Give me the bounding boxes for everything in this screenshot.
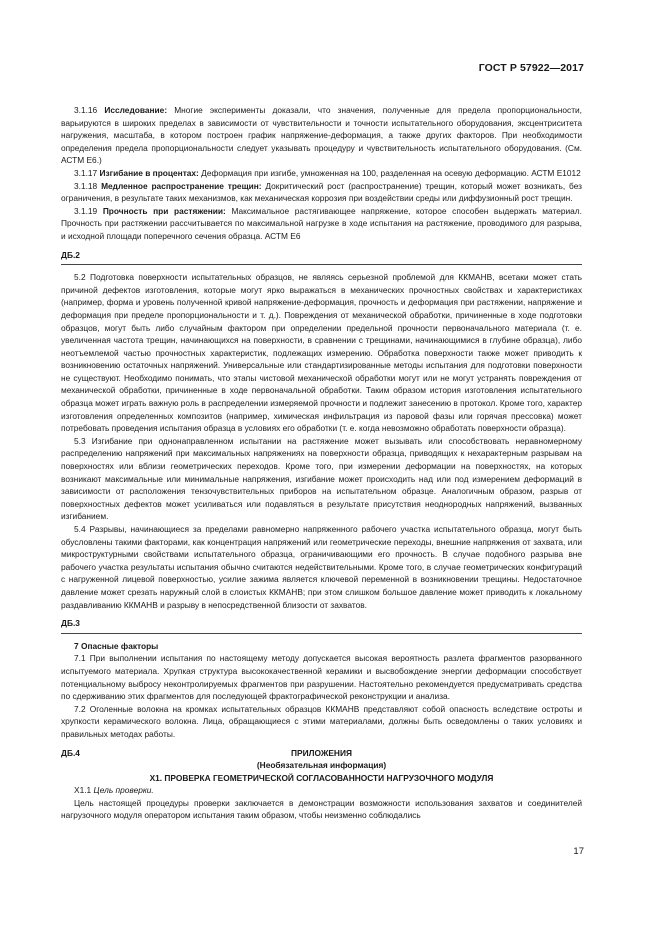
clause-number: 3.1.17 xyxy=(74,167,98,178)
clause-3-1-18 xyxy=(61,180,582,205)
clause-number: X1.1 xyxy=(74,785,92,796)
clause-x1-1-heading xyxy=(61,784,582,797)
clause-number: 3.1.19 xyxy=(74,205,98,216)
clause-3-1-16 xyxy=(61,104,582,167)
definition: Максимальное растягивающее напряжение, которое способен выдержать материал. Прочность при растяжении рассчитывается по максимальной нагрузке в ходе испытания на растяжение, проводимого для разрыва, и исходной площади поперечного сечения образца. АСТМ Е6 xyxy=(61,205,582,241)
term: Медленное распространение трещин: xyxy=(101,180,262,191)
definition: Докритический рост (распространение) трещин, который может возникать, без ограничения, в результате таких механизмов, как механическая коррозия при воздействии среды или диффузионный рост трещин. xyxy=(61,180,583,204)
clause-3-1-17 xyxy=(61,167,582,180)
clause-3-1-19 xyxy=(61,205,582,243)
heading-hazards: 7 Опасные факторы xyxy=(74,640,159,651)
term: Прочность при растяжении: xyxy=(102,205,226,216)
clause-title: Цель проверки. xyxy=(93,785,154,796)
clause-7-2: 7.2 Оголенные волокна на кромках испытательных образцов ККМАНВ представляют собой опасность вследствие остроты и хрупкости керамического волокна. Лица, обращающиеся с этими материалами, должны быть осведомлены о таких условиях и правильных методах работы. xyxy=(61,703,582,739)
clause-number: 3.1.18 xyxy=(74,180,98,191)
clause-5-3: 5.3 Изгибание при однонаправленном испытании на растяжение может вызывать или способствовать неравномерному распределению напряжений при максимальных напряжениях на поверхности образца, приводящих к нехарактерным разрывам на поверхностях или вблизи геометрических переходов. Кроме того, при измерении деформации на поверхностях, на которых возникают максимальные или минимальные напряжения, изгибание может происходить над или под измерением деформаций в зависимости от расположения тензочувствительных приборов на испытательном образце. Аналогичным образом, разрыв от поверхностных дефектов может усиливаться или подавляться в результате присутствия неоднородных напряжений, вызванных изгибанием. xyxy=(61,435,582,522)
appendix-row xyxy=(61,747,582,760)
clause-number: 3.1.16 xyxy=(74,105,98,115)
appendix-subtitle: (Необязательная информация) xyxy=(256,760,387,771)
appendix-x1-title: X1. ПРОВЕРКА ГЕОМЕТРИЧЕСКОЙ СОГЛАСОВАННОСТИ НАГРУЗОЧНОГО МОДУЛЯ xyxy=(149,772,494,783)
clause-5-2: 5.2 Подготовка поверхности испытательных образцов, не являясь серьезной проблемой для ККМАНВ, всетаки может стать причиной дефектов изготовления, которые могут ярко выражаться в механических прочностных свойствах и характеристиках (например, форма и уровень полученной кривой напряжение-деформация, прочность и деформация при растяжении, напряжение и деформация при пределе пропорциональности и т. д.). Повреждения от механической обработки, причиненные в ходе подготовки образцов, могут быть либо случайным фактором при определении предельной прочности первоначального материала (т. е. увеличенная частота трещин, начинающихся на поверхности, в сравнении с трещинами, начинающимися в глубине образца), либо неотъемлемой частью прочностных характеристик, подлежащих измерению. Обработка поверхности также может приводить к возникновению остаточных напряжений. Универсальные или стандартизированные методы испытания для подготовки поверхности не существуют. Необходимо понимать, что этапы чистовой механической обработки могут или не могут устранять повреждения от механической обработки, причиненные в ходе первоначальной обработки. Таким образом история изготовления испытательного образца может играть важную роль в распределении измеряемой прочности и подлежит занесению в протокол. Кроме того, характер изготовления определенных композитов (например, химическая инфильтрация из паровой фазы или горячая прессовка) может потребовать проведения испытания образца в условиях его обработки (т. е. когда невозможно обработать поверхности образца). xyxy=(61,272,582,434)
term: Исследование: xyxy=(104,105,168,115)
section-label-db4: ДБ.4 xyxy=(61,747,80,758)
page-number: 17 xyxy=(573,846,584,857)
clause-5-4: 5.4 Разрывы, начинающиеся за пределами равномерно напряженного рабочего участка испытательного образца, могут быть обусловлены такими факторами, как концентрация напряжений или геометрические переходы, внешние напряжения от захвата, или микроструктурными свойствами испытательного образца, ограничивающими его прочность. В случае подобного разрыва вне рабочего участка результаты испытания обычно считаются недействительными. Кроме того, в случае геометрических конфигураций с нагруженной лицевой поверхностью, усилие зажима является ключевой переменной в возникновении трещины. Недостаточное давление может срезать наружный слой в слоистых ККМАНВ; при этом слишком большое давление может приводить к локальному раздавливанию ККМАНВ и разрыву в непосредственной близости от захватов. xyxy=(61,524,582,610)
appendix-title: ПРИЛОЖЕНИЯ xyxy=(291,747,352,758)
section-label-db2: ДБ.2 xyxy=(61,249,582,266)
definition: Деформация при изгибе, умноженная на 100, разделенная на осевую деформацию. АСТМ Е1012 xyxy=(201,167,581,178)
document-body xyxy=(61,104,582,822)
section-label-db3: ДБ.3 xyxy=(61,617,582,634)
clause-7-1: 7.1 При выполнении испытания по настоящему методу допускается высокая вероятность разлета фрагментов разорванного испытуемого материала. Хрупкая структура высококачественной керамики и высвобождение энергии деформации способствует потенциальному выбросу неконтролируемых фрагментов при разрушении. Настоятельно рекомендуется предусматривать средства по сдерживанию этих фрагментов для последующей фрактографической реконструкции и анализа. xyxy=(61,653,582,702)
clause-x1-1-text: Цель настоящей процедуры проверки заключается в демонстрации возможности использования захватов и соединителей нагрузочного модуля оператором испытания таким образом, чтобы неизменно соблюдались xyxy=(61,797,582,821)
document-id-header: ГОСТ Р 57922—2017 xyxy=(478,62,584,74)
definition: Многие эксперименты доказали, что значения, полученные для предела пропорциональности, варьируются в широких пределах в зависимости от чувствительности и точности испытательного оборудования, эксцентриситета нагружения, масштаба, в котором построен график напряжение-деформация, а также других факторов. При необходимости определения предела пропорциональности следует указывать процедуру и чувствительность испытательного оборудования. (См. АСТМ Е6.) xyxy=(61,105,582,166)
term: Изгибание в процентах: xyxy=(99,167,199,178)
